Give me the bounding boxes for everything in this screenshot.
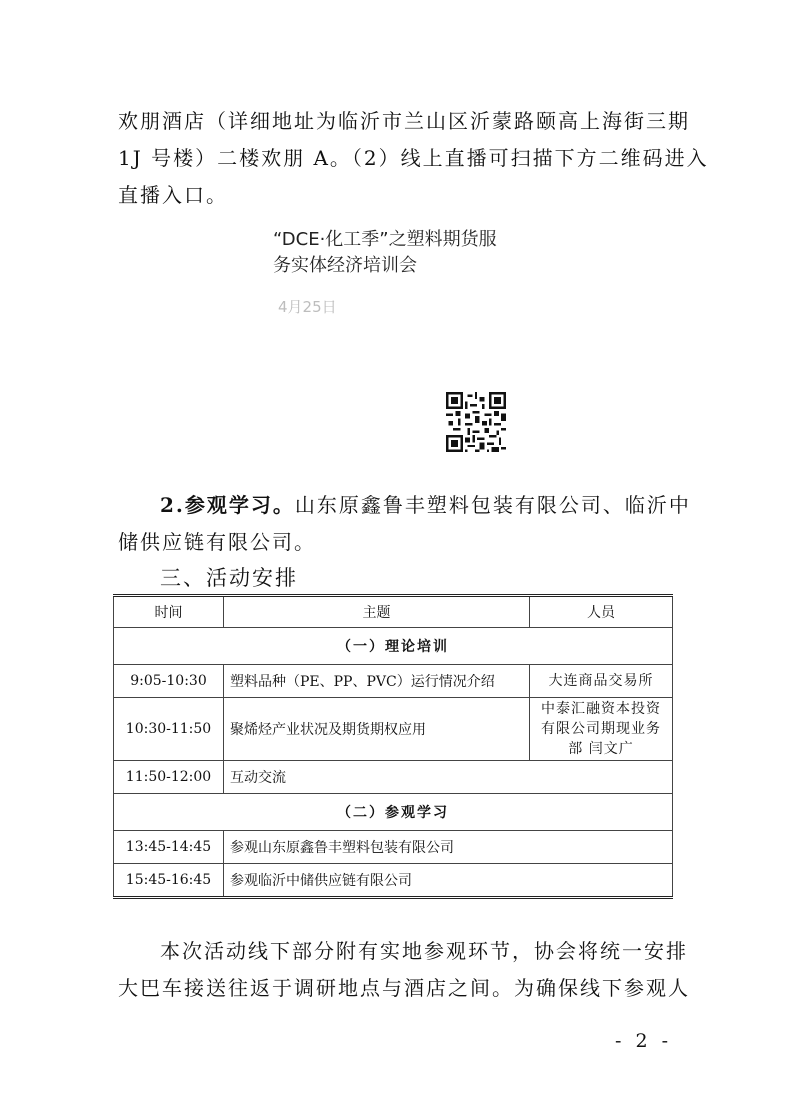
closing-line-2: 大巴车接送往返于调研地点与酒店之间。为确保线下参观人	[118, 976, 690, 1000]
table-row	[114, 864, 673, 898]
row-time: 10:30-11:50	[114, 698, 224, 761]
header-time: 时间	[114, 596, 224, 628]
event-title	[273, 227, 497, 279]
visit-paragraph-line-2: 储供应链有限公司。	[118, 530, 316, 554]
event-title-line-2: 务实体经济培训会	[273, 255, 417, 276]
table-row	[114, 761, 673, 794]
schedule-table	[113, 594, 673, 899]
table-row	[114, 831, 673, 864]
closing-line-1: 本次活动线下部分附有实地参观环节，协会将统一安排	[160, 939, 688, 963]
intro-line-1: 欢朋酒店（详细地址为临沂市兰山区沂蒙路颐高上海街三期	[118, 109, 690, 133]
row-person-line: 中泰汇融资本投资	[541, 701, 661, 717]
row-time: 13:45-14:45	[114, 831, 224, 864]
section-row-visit	[114, 794, 673, 831]
row-topic: 互动交流	[224, 761, 673, 794]
qr-code-icon[interactable]	[446, 392, 506, 452]
row-person-line: 有限公司期现业务	[541, 721, 661, 737]
visit-label: 2.参观学习。	[160, 493, 295, 517]
section-heading: 三、活动安排	[160, 566, 298, 590]
intro-line-3: 直播入口。	[118, 183, 228, 207]
section-theory-label: （一）理论培训	[114, 628, 673, 665]
page-number: - 2 -	[615, 1030, 673, 1052]
header-person: 人员	[530, 596, 673, 628]
row-person: 大连商品交易所	[530, 665, 673, 698]
header-topic: 主题	[224, 596, 530, 628]
event-title-line-1: “DCE·化工季”之塑料期货服	[273, 229, 497, 250]
row-topic: 参观山东原鑫鲁丰塑料包装有限公司	[224, 831, 673, 864]
row-time: 9:05-10:30	[114, 665, 224, 698]
intro-line-2: 1J 号楼）二楼欢朋 A。（2）线上直播可扫描下方二维码进入	[118, 146, 709, 170]
row-topic: 塑料品种（PE、PP、PVC）运行情况介绍	[224, 665, 530, 698]
visit-paragraph-line-1	[160, 487, 691, 523]
table-header-row	[114, 596, 673, 628]
row-time: 11:50-12:00	[114, 761, 224, 794]
table-row	[114, 665, 673, 698]
row-person-line: 部 闫文广	[568, 741, 634, 757]
visit-text-1: 山东原鑫鲁丰塑料包装有限公司、临沂中	[294, 493, 691, 517]
section-row-theory	[114, 628, 673, 665]
row-person	[530, 698, 673, 761]
section-visit-label: （二）参观学习	[114, 794, 673, 831]
event-date: 4月25日	[278, 298, 337, 316]
row-time: 15:45-16:45	[114, 864, 224, 898]
row-topic: 聚烯烃产业状况及期货期权应用	[224, 698, 530, 761]
table-row	[114, 698, 673, 761]
row-topic: 参观临沂中储供应链有限公司	[224, 864, 673, 898]
